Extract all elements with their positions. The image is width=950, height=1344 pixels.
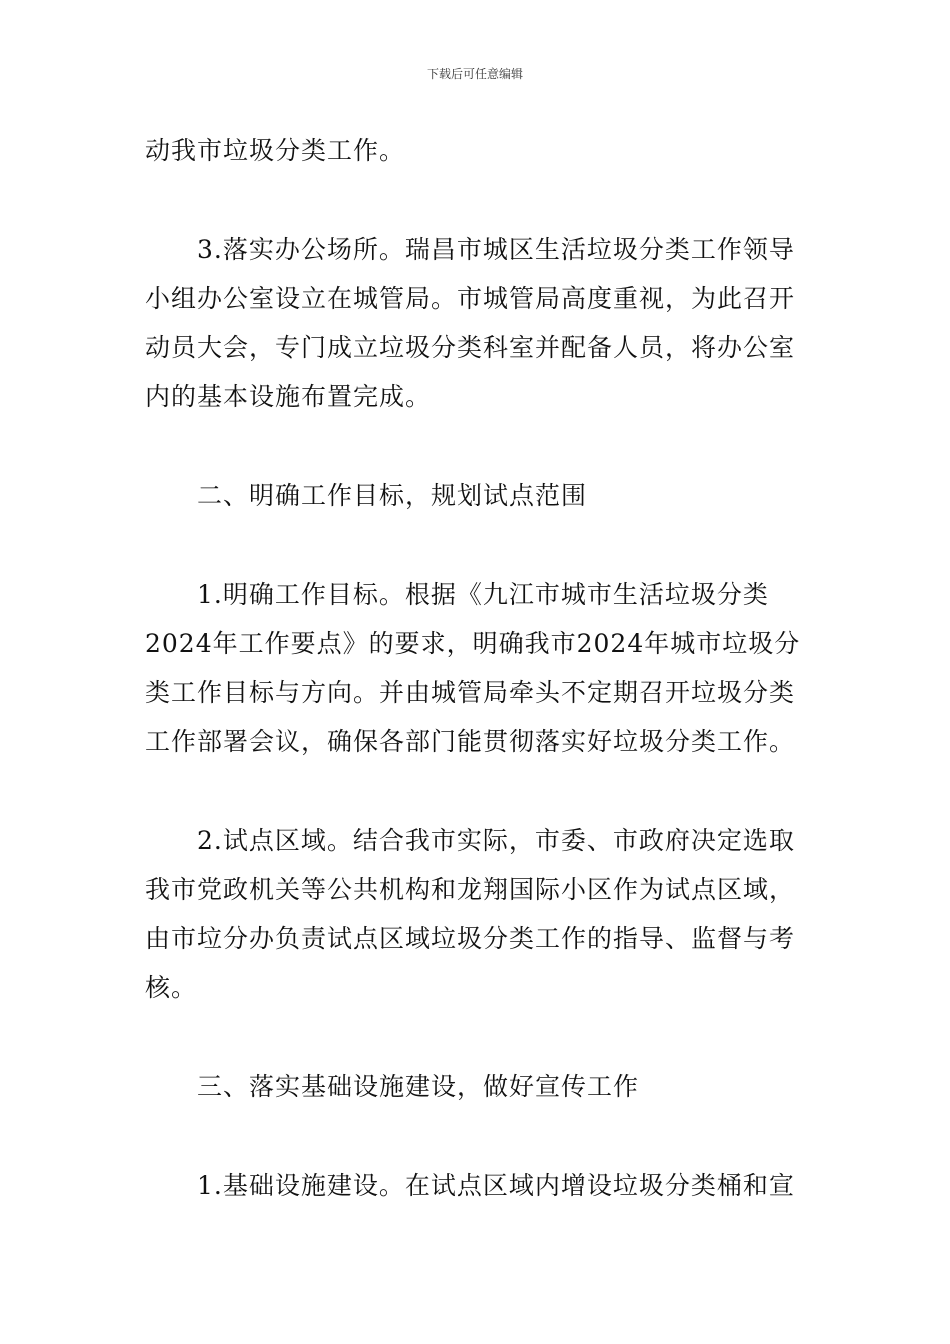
paragraph-gap — [145, 766, 807, 816]
section-heading-2: 二、明确工作目标，规划试点范围 — [197, 481, 588, 510]
paragraph-gap — [145, 421, 807, 471]
paragraph-continuation: 动我市垃圾分类工作。 — [145, 136, 406, 165]
paragraph-pilot-area: 2.试点区域。结合我市实际，市委、市政府决定选取我市党政机关等公共机构和龙翔国际小区作为试点区域，由市垃分办负责试点区域垃圾分类工作的指导、监督与考核。 — [145, 826, 796, 1002]
paragraph-work-goals: 1.明确工作目标。根据《九江市城市生活垃圾分类2024年工作要点》的要求，明确我市2024年城市垃圾分类工作目标与方向。并由城管局牵头不定期召开垃圾分类工作部署会议，确保各部门能贯彻落实好垃圾分类工作。 — [145, 580, 801, 756]
page-header-note: 下载后可任意编辑 — [426, 67, 523, 81]
paragraph-gap — [145, 175, 807, 225]
paragraph-office-location: 3.落实办公场所。瑞昌市城区生活垃圾分类工作领导小组办公室设立在城管局。市城管局高度重视，为此召开动员大会，专门成立垃圾分类科室并配备人员，将办公室内的基本设施布置完成。 — [145, 235, 796, 411]
paragraph-gap — [145, 1012, 807, 1062]
paragraph-gap — [145, 1111, 807, 1161]
document-body — [145, 126, 807, 1210]
paragraph-gap — [145, 520, 807, 570]
section-heading-3: 三、落实基础设施建设，做好宣传工作 — [197, 1072, 640, 1101]
paragraph-infrastructure: 1.基础设施建设。在试点区域内增设垃圾分类桶和宣 — [197, 1171, 795, 1200]
